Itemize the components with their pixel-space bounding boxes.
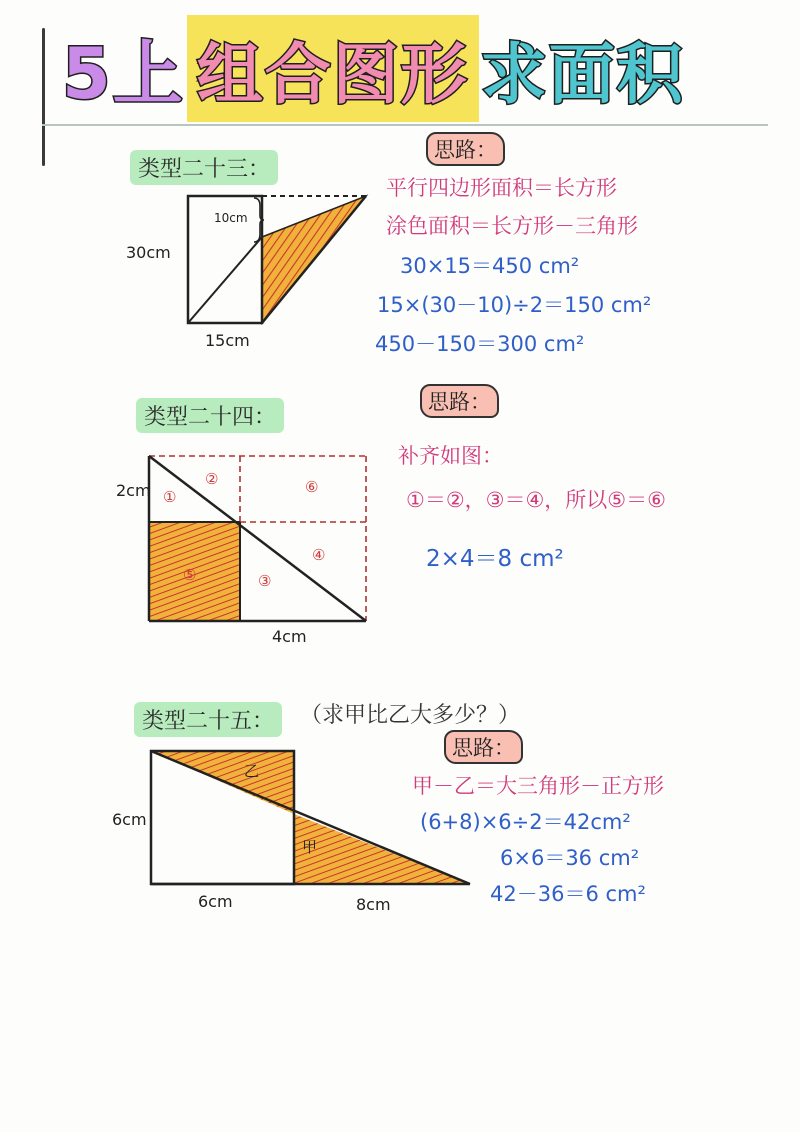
type-25-label: 类型二十五： bbox=[134, 702, 282, 737]
question-25: （求甲比乙大多少？） bbox=[300, 703, 521, 728]
region-1: ① bbox=[163, 488, 177, 506]
label-yi: 乙 bbox=[244, 762, 260, 780]
sol24-line1: 补齐如图： bbox=[398, 444, 503, 468]
type-23-label: 类型二十三： bbox=[130, 150, 278, 185]
sol25-line2: (6+8)×6÷2＝42cm² bbox=[420, 810, 631, 834]
figure-23 bbox=[126, 196, 366, 350]
dim-2cm: 2cm bbox=[116, 481, 151, 500]
diagonal-23 bbox=[188, 237, 262, 323]
type-24-label: 类型二十四： bbox=[136, 398, 284, 433]
sol25-line3: 6×6＝36 cm² bbox=[500, 846, 640, 870]
dim-10cm: 10cm bbox=[214, 211, 248, 225]
figure-24 bbox=[116, 456, 366, 646]
dim-6cm-height: 6cm bbox=[112, 810, 147, 829]
sol25-line1: 甲－乙＝大三角形－正方形 bbox=[412, 774, 664, 798]
dim-15cm: 15cm bbox=[205, 331, 250, 350]
dim-4cm: 4cm bbox=[272, 627, 307, 646]
sol23-line3: 30×15＝450 cm² bbox=[400, 254, 580, 278]
thinking-note-25: 思路： bbox=[444, 730, 523, 764]
dim-6cm-width: 6cm bbox=[198, 892, 233, 911]
title-goal: 求面积 bbox=[480, 35, 685, 113]
region-3: ③ bbox=[258, 572, 272, 590]
label-jia: 甲 bbox=[302, 838, 318, 856]
dim-8cm: 8cm bbox=[356, 895, 391, 914]
sol24-line3: 2×4＝8 cm² bbox=[426, 546, 564, 572]
region-2: ② bbox=[205, 470, 219, 488]
region-4: ④ bbox=[312, 546, 326, 564]
sol23-line1: 平行四边形面积＝长方形 bbox=[386, 176, 617, 200]
thinking-note-24: 思路： bbox=[420, 384, 499, 418]
sol25-line4: 42－36＝6 cm² bbox=[490, 882, 646, 906]
dim-30cm: 30cm bbox=[126, 243, 171, 262]
thinking-note-23: 思路： bbox=[426, 132, 505, 166]
sol24-line2: ①＝②，③＝④，所以⑤＝⑥ bbox=[406, 488, 666, 512]
title-topic: 组合图形 bbox=[187, 15, 479, 122]
sol23-line5: 450－150＝300 cm² bbox=[375, 332, 585, 356]
sol23-line2: 涂色面积＝长方形－三角形 bbox=[386, 214, 638, 238]
title-grade: 5上 bbox=[62, 32, 185, 115]
sol23-line4: 15×(30－10)÷2＝150 cm² bbox=[377, 293, 652, 317]
region-5: ⑤ bbox=[183, 566, 197, 584]
region-6: ⑥ bbox=[305, 478, 319, 496]
